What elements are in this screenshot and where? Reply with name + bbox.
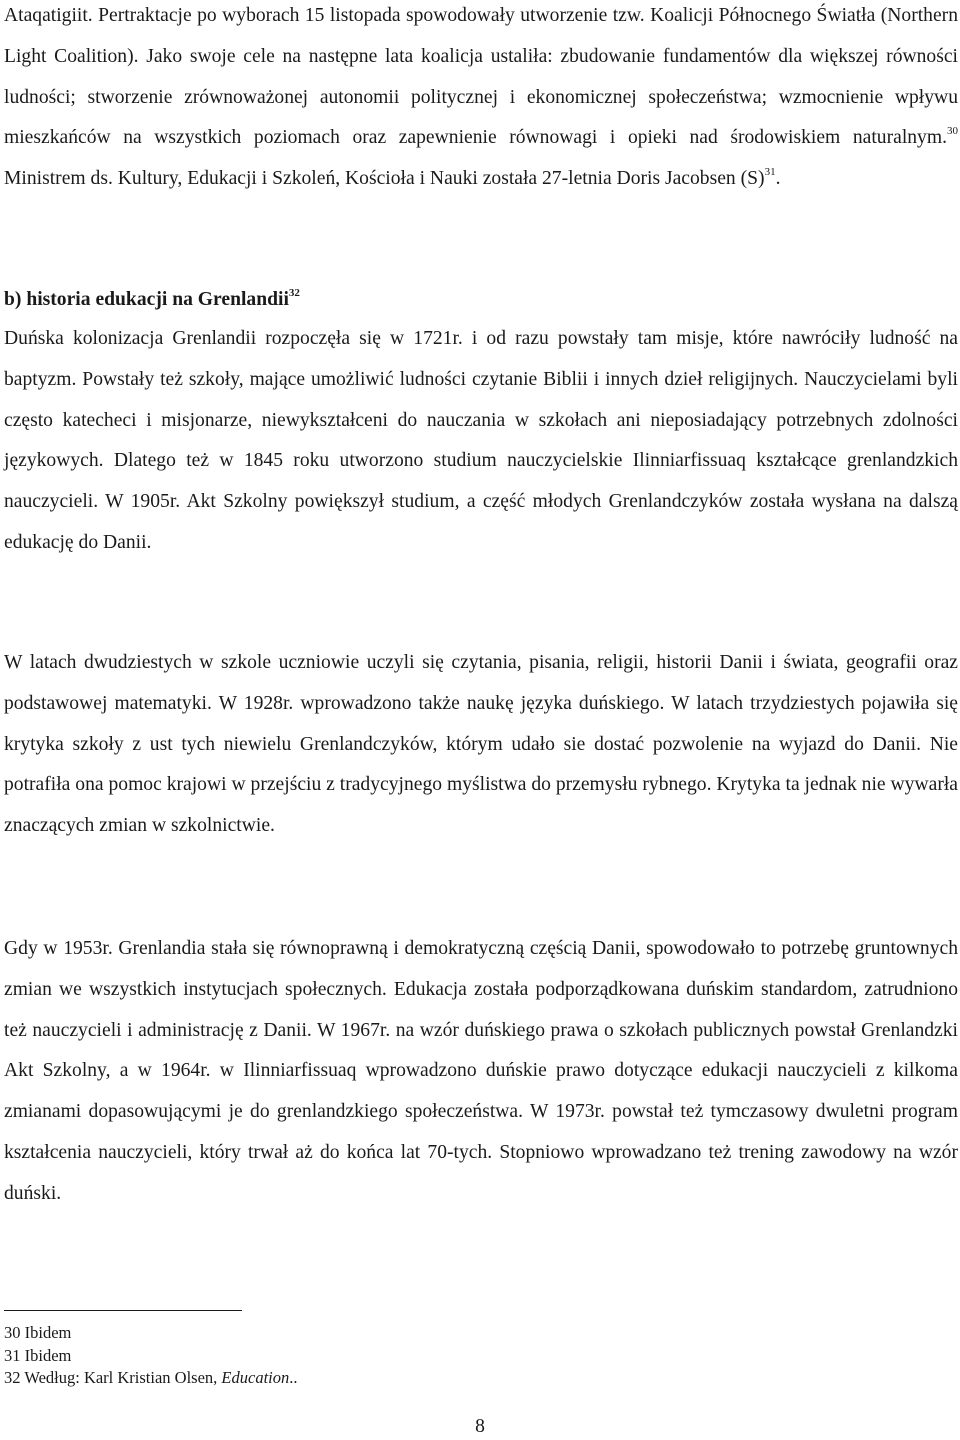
- footnote-32-text: 32 Według: Karl Kristian Olsen,: [4, 1368, 222, 1387]
- paragraph-coalition-text-c: .: [775, 168, 781, 190]
- paragraph-colonization: Duńska kolonizacja Grenlandii rozpoczęła się w 1721r. i od razu powstały tam misje, które nawróciły ludność na baptyzm. Powstały też szkoły, mające umożliwić ludności czytanie Biblii i innych dzieł religijnych. Nauczycielami byli często katecheci i misjonarze, niewykształceni do nauczania w szkołach ani nieposiadający potrzebnych zdolności językowych. Dlatego też w 1845 roku utworzono studium nauczycielskie Ilinniarfissuaq kształcące grenlandzkich nauczycieli. W 1905r. Akt Szkolny powiększył studium, a część młodych Grenlandczyków została wysłana na dalszą edukację do Danii.: [4, 328, 958, 553]
- section-heading-text: b) historia edukacji na Grenlandii: [4, 289, 289, 310]
- paragraph-coalition-text-a: Ataqatigiit. Pertraktacje po wyborach 15 listopada spowodowały utworzenie tzw. Koalicji Północnego Światła (Northern Light Coalition). Jako swoje cele na następne lata koalicja ustaliła: zbudowanie fundamentów dla większej równości ludności; stworzenie zrównoważonej autonomii politycznej i ekonomicznej społeczeństwa; wzmocnienie wpływu mieszkańców na wszystkich poziomach oraz zapewnienie równowagi i opieki nad środowiskiem naturalnym.: [4, 5, 958, 149]
- footnote-32-end: ..: [289, 1368, 298, 1387]
- footnote-separator: [4, 1310, 242, 1311]
- footnote-ref-32: 32: [288, 287, 300, 299]
- footnote-31: 31 Ibidem: [4, 1345, 72, 1365]
- page-number: 8: [475, 1416, 485, 1437]
- footnote-32-title: Education: [221, 1368, 290, 1387]
- paragraph-1953: Gdy w 1953r. Grenlandia stała się równoprawną i demokratyczną częścią Danii, spowodowało to potrzebę gruntownych zmian we wszystkich instytucjach społecznych. Edukacja została podporządkowana duńskim standardom, zatrudniono też nauczycieli i administrację z Danii. W 1967r. na wzór duńskiego prawa o szkołach publicznych powstał Grenlandzki Akt Szkolny, a w 1964r. w Ilinniarfissuaq wprowadzono duńskie prawo dotyczące edukacji nauczycieli z kilkoma zmianami dopasowującymi je do grenlandzkiego społeczeństwa. W 1973r. powstał też tymczasowy dwuletni program kształcenia nauczycieli, który trwał aż do końca lat 70-tych. Stopniowo wprowadzano też trening zawodowy na wzór duński.: [4, 938, 958, 1204]
- paragraph-twenties: W latach dwudziestych w szkole uczniowie uczyli się czytania, pisania, religii, historii Danii i świata, geografii oraz podstawowej matematyki. W 1928r. wprowadzono także naukę języka duńskiego. W latach trzydziestych pojawiła się krytyka szkoły z ust tych niewielu Grenlandczyków, którym udało sie dostać pozwolenie na wyjazd do Danii. Nie potrafiła ona pomoc krajowi w przejściu z tradycyjnego myślistwa do przemysłu rybnego. Krytyka ta jednak nie wywarła znaczących zmian w szkolnictwie.: [4, 652, 958, 837]
- footnotes-list: [4, 1322, 298, 1390]
- paragraph-coalition: [4, 0, 958, 200]
- footnote-ref-30: 30: [947, 125, 958, 138]
- footnote-32: [4, 1367, 298, 1390]
- section-heading: [4, 280, 300, 320]
- footnote-ref-31: 31: [764, 166, 776, 179]
- paragraph-coalition-text-b: Ministrem ds. Kultury, Edukacji i Szkoleń, Kościoła i Nauki została 27-letnia Doris Jacobsen (S): [4, 168, 765, 190]
- footnote-30: 30 Ibidem: [4, 1323, 72, 1342]
- document-page: [4, 0, 958, 1440]
